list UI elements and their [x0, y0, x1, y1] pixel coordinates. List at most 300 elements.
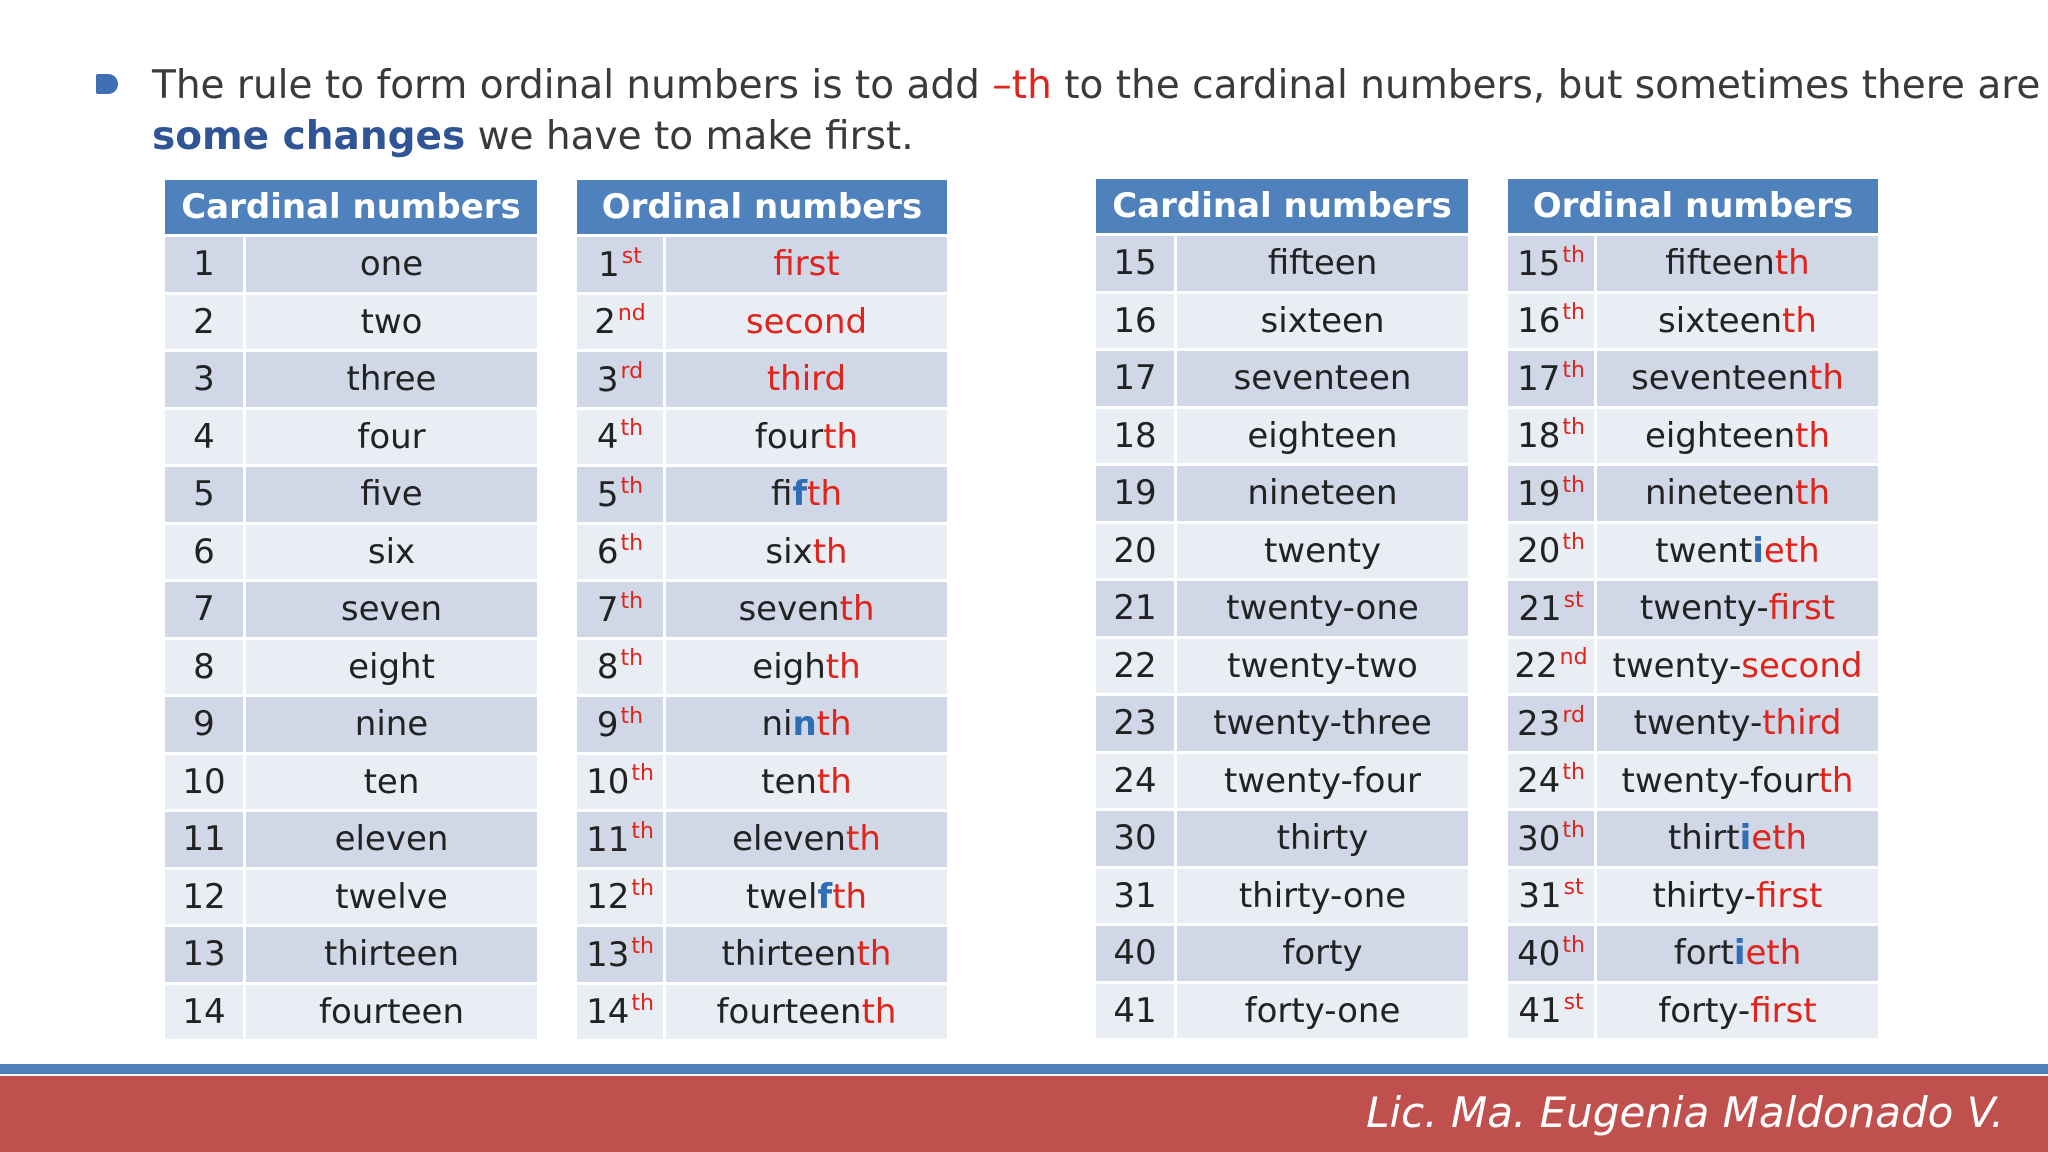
ordinal-number-cell — [1508, 811, 1597, 866]
word-part: first — [1768, 588, 1836, 629]
ordinal-word-cell — [1597, 984, 1878, 1039]
ordinal-word-cell — [666, 237, 947, 292]
number-cell: 20 — [1096, 524, 1177, 579]
word-cell: seven — [246, 582, 537, 637]
ordinal-word-cell — [666, 755, 947, 810]
table-row — [1508, 236, 1878, 291]
table-row — [1096, 466, 1468, 521]
table-row — [577, 525, 947, 580]
ordinal-suffix: st — [1563, 875, 1584, 901]
table-row — [1096, 984, 1468, 1039]
word-part: second — [745, 301, 868, 342]
ordinal-number-cell — [1508, 581, 1597, 636]
word-part: ni — [761, 704, 793, 745]
number-cell: 19 — [1096, 466, 1177, 521]
table-row — [1096, 294, 1468, 349]
table-row — [165, 985, 537, 1040]
word-cell: sixteen — [1177, 294, 1468, 349]
table-row — [1508, 351, 1878, 406]
word-cell: one — [246, 237, 537, 292]
ordinal-number-cell — [577, 870, 666, 925]
word-part: n — [792, 704, 817, 745]
table-row — [1096, 581, 1468, 636]
ordinal-number: 21 — [1518, 588, 1562, 629]
table-row — [165, 582, 537, 637]
word-part: thirty- — [1652, 875, 1756, 916]
table-row — [1508, 466, 1878, 521]
ordinal-word-cell — [666, 812, 947, 867]
table-header: Cardinal numbers — [165, 180, 537, 234]
ordinal-word-cell — [1597, 926, 1878, 981]
ordinal-word-cell — [666, 582, 947, 637]
word-part: th — [839, 589, 875, 630]
ordinal-suffix: th — [1562, 242, 1585, 268]
word-cell: twenty-four — [1177, 754, 1468, 809]
ordinal-suffix: st — [1563, 990, 1584, 1016]
ordinal-number: 40 — [1517, 933, 1561, 974]
word-part: eighteen — [1644, 415, 1796, 456]
word-cell: nine — [246, 697, 537, 752]
word-part: twenty- — [1612, 645, 1742, 686]
ordinal-number-cell — [577, 927, 666, 982]
ordinal-number-cell — [577, 352, 666, 407]
ordinal-number: 4 — [596, 417, 619, 458]
ordinal-suffix: nd — [1559, 645, 1588, 671]
word-part: seven — [738, 589, 840, 630]
number-cell: 9 — [165, 697, 246, 752]
ordinal-number: 3 — [596, 359, 619, 400]
word-cell: thirteen — [246, 927, 537, 982]
word-part: second — [1741, 645, 1863, 686]
number-cell: 15 — [1096, 236, 1177, 291]
word-part: six — [765, 531, 813, 572]
table-row — [577, 295, 947, 350]
ordinal-suffix: th — [1562, 817, 1585, 843]
ordinal-number: 30 — [1517, 818, 1561, 859]
cardinal-table-left — [165, 177, 537, 1042]
ordinal-suffix: th — [1562, 932, 1585, 958]
word-part: thirteen — [721, 934, 857, 975]
word-part: th — [1782, 300, 1817, 341]
ordinal-suffix: th — [620, 416, 644, 442]
word-part: fi — [770, 474, 793, 515]
word-part: first — [773, 244, 840, 285]
word-cell: eighteen — [1177, 409, 1468, 464]
footer-bar — [0, 1076, 2048, 1152]
word-part: first — [1755, 875, 1823, 916]
table-row — [1508, 639, 1878, 694]
word-part: twenty-four — [1621, 760, 1819, 801]
ordinal-word-cell — [666, 927, 947, 982]
table-row — [1508, 581, 1878, 636]
table-row — [1508, 409, 1878, 464]
ordinal-number-cell — [577, 812, 666, 867]
ordinal-suffix: th — [631, 876, 654, 902]
ordinal-suffix: st — [621, 243, 642, 269]
table-header: Ordinal numbers — [577, 180, 947, 234]
table-row — [1096, 811, 1468, 866]
ordinal-number-cell — [577, 295, 666, 350]
table-row — [165, 870, 537, 925]
table-row — [1096, 351, 1468, 406]
word-part: th — [816, 704, 852, 745]
ordinal-number-cell — [1508, 294, 1597, 349]
word-cell: twenty — [1177, 524, 1468, 579]
number-cell: 6 — [165, 525, 246, 580]
arrow-bullet-icon — [96, 74, 118, 94]
ordinal-suffix: th — [620, 646, 644, 672]
ordinal-number: 2 — [594, 302, 616, 343]
word-cell: fourteen — [246, 985, 537, 1040]
table-row — [577, 352, 947, 407]
ordinal-number: 10 — [586, 762, 630, 803]
table-row — [165, 410, 537, 465]
ordinal-word-cell — [1597, 581, 1878, 636]
intro-text-c: to the cardinal numbers, but sometimes there are — [1051, 63, 2041, 108]
ordinal-suffix: rd — [620, 358, 644, 384]
ordinal-word-cell — [1597, 351, 1878, 406]
ordinal-number: 9 — [596, 704, 619, 745]
table-row — [577, 410, 947, 465]
intro-text-a: The rule to form ordinal numbers is to add — [152, 63, 993, 108]
ordinal-number-cell — [1508, 926, 1597, 981]
ordinal-word-cell — [1597, 236, 1878, 291]
word-cell: seventeen — [1177, 351, 1468, 406]
word-part: th — [861, 991, 897, 1032]
word-part: twent — [1655, 530, 1753, 571]
ordinal-number: 15 — [1517, 243, 1561, 284]
table-row — [1508, 984, 1878, 1039]
ordinal-number-cell — [1508, 409, 1597, 464]
table-row — [1508, 754, 1878, 809]
number-cell: 18 — [1096, 409, 1177, 464]
table-row — [165, 640, 537, 695]
ordinal-suffix: th — [620, 703, 644, 729]
ordinal-word-cell — [1597, 696, 1878, 751]
word-cell: thirty-one — [1177, 869, 1468, 924]
word-part: th — [825, 646, 861, 687]
word-cell: ten — [246, 755, 537, 810]
word-cell: forty-one — [1177, 984, 1468, 1039]
word-part: twenty- — [1639, 588, 1769, 629]
table-row — [577, 237, 947, 292]
ordinal-number: 14 — [586, 992, 630, 1033]
table-row — [1096, 926, 1468, 981]
number-cell: 23 — [1096, 696, 1177, 751]
ordinal-word-cell — [666, 295, 947, 350]
ordinal-number-cell — [577, 237, 666, 292]
word-part: th — [1795, 473, 1831, 514]
number-cell: 7 — [165, 582, 246, 637]
ordinal-number: 1 — [598, 244, 620, 285]
number-cell: 5 — [165, 467, 246, 522]
word-part: th — [856, 934, 892, 975]
number-cell: 41 — [1096, 984, 1177, 1039]
word-cell: nineteen — [1177, 466, 1468, 521]
ordinal-suffix: th — [631, 761, 654, 787]
ordinal-number-cell — [577, 985, 666, 1040]
word-cell: forty — [1177, 926, 1468, 981]
table-row — [1096, 869, 1468, 924]
ordinal-word-cell — [666, 525, 947, 580]
ordinal-suffix: th — [1562, 357, 1585, 383]
word-cell: six — [246, 525, 537, 580]
ordinal-number-cell — [1508, 696, 1597, 751]
ordinal-number-cell — [1508, 466, 1597, 521]
ordinal-word-cell — [666, 410, 947, 465]
word-cell: thirty — [1177, 811, 1468, 866]
word-part: third — [766, 359, 847, 400]
word-part: seventeen — [1631, 358, 1810, 399]
table-row — [165, 352, 537, 407]
ordinal-suffix: th — [620, 473, 644, 499]
ordinal-number: 24 — [1517, 761, 1561, 802]
word-part: th — [1795, 415, 1831, 456]
number-cell: 1 — [165, 237, 246, 292]
ordinal-suffix: rd — [1562, 702, 1585, 728]
word-part: sixteen — [1658, 300, 1783, 341]
word-part: four — [754, 416, 824, 457]
ordinal-table-left — [577, 177, 947, 1042]
table-row — [1508, 926, 1878, 981]
ordinal-suffix: st — [1563, 587, 1584, 613]
word-cell: twenty-three — [1177, 696, 1468, 751]
number-cell: 17 — [1096, 351, 1177, 406]
intro-line-1 — [152, 60, 2040, 112]
table-row — [1096, 754, 1468, 809]
ordinal-word-cell — [1597, 524, 1878, 579]
word-part: nineteen — [1644, 473, 1796, 514]
table-row — [577, 870, 947, 925]
ordinal-number-cell — [1508, 639, 1597, 694]
ordinal-word-cell — [666, 697, 947, 752]
word-part: thirt — [1667, 818, 1740, 859]
cardinal-table-right — [1096, 176, 1468, 1041]
number-cell: 8 — [165, 640, 246, 695]
ordinal-number-cell — [577, 582, 666, 637]
word-part: th — [1809, 358, 1844, 399]
ordinal-word-cell — [1597, 811, 1878, 866]
word-part: th — [845, 819, 881, 860]
number-cell: 10 — [165, 755, 246, 810]
ordinal-number: 5 — [596, 474, 619, 515]
word-cell: five — [246, 467, 537, 522]
word-part: fort — [1673, 933, 1734, 974]
ordinal-number: 17 — [1517, 358, 1561, 399]
table-row — [577, 697, 947, 752]
table-row — [577, 755, 947, 810]
word-part: fifteen — [1665, 243, 1775, 284]
intro-th-highlight: –th — [992, 63, 1052, 108]
ordinal-word-cell — [1597, 869, 1878, 924]
ordinal-number-cell — [1508, 869, 1597, 924]
number-cell: 12 — [165, 870, 246, 925]
number-cell: 16 — [1096, 294, 1177, 349]
ordinal-number: 20 — [1517, 531, 1561, 572]
table-row — [1508, 811, 1878, 866]
word-part: eth — [1751, 818, 1808, 859]
table-row — [1096, 696, 1468, 751]
word-part: third — [1762, 703, 1842, 744]
ordinal-word-cell — [666, 352, 947, 407]
intro-some-changes-highlight: some changes — [152, 114, 466, 159]
word-part: f — [817, 876, 833, 917]
word-part: twenty- — [1633, 703, 1763, 744]
table-row — [165, 237, 537, 292]
table-row — [1096, 409, 1468, 464]
intro-text-d: we have to make first. — [465, 114, 914, 159]
footer-divider — [0, 1064, 2048, 1074]
ordinal-number-cell — [1508, 754, 1597, 809]
table-row — [1508, 696, 1878, 751]
word-part: th — [832, 876, 868, 917]
author-name: Lic. Ma. Eugenia Maldonado V. — [1366, 1088, 2004, 1137]
table-row — [577, 985, 947, 1040]
ordinal-suffix: th — [1562, 530, 1585, 556]
ordinal-word-cell — [666, 870, 947, 925]
ordinal-number: 41 — [1518, 991, 1562, 1032]
table-row — [165, 295, 537, 350]
ordinal-word-cell — [666, 467, 947, 522]
number-cell: 21 — [1096, 581, 1177, 636]
number-cell: 14 — [165, 985, 246, 1040]
table-row — [577, 467, 947, 522]
table-row — [1508, 524, 1878, 579]
table-row — [165, 697, 537, 752]
word-cell: four — [246, 410, 537, 465]
table-row — [577, 582, 947, 637]
ordinal-suffix: th — [620, 531, 644, 557]
ordinal-word-cell — [1597, 639, 1878, 694]
word-part: eigh — [752, 646, 826, 687]
word-cell: eleven — [246, 812, 537, 867]
ordinal-number-cell — [577, 410, 666, 465]
ordinal-number: 22 — [1514, 646, 1558, 687]
ordinal-number: 7 — [596, 589, 619, 630]
ordinal-suffix: th — [631, 991, 654, 1017]
number-cell: 13 — [165, 927, 246, 982]
word-cell: twenty-two — [1177, 639, 1468, 694]
word-part: th — [823, 416, 859, 457]
table-row — [165, 812, 537, 867]
table-row — [577, 812, 947, 867]
word-part: eth — [1745, 933, 1802, 974]
word-part: forty- — [1658, 990, 1751, 1031]
ordinal-word-cell — [1597, 754, 1878, 809]
ordinal-suffix: nd — [617, 301, 646, 327]
number-cell: 22 — [1096, 639, 1177, 694]
word-part: th — [812, 531, 848, 572]
number-cell: 40 — [1096, 926, 1177, 981]
ordinal-number: 31 — [1518, 876, 1562, 917]
word-part: th — [807, 474, 843, 515]
ordinal-number-cell — [577, 467, 666, 522]
ordinal-number: 16 — [1517, 301, 1561, 342]
ordinal-number-cell — [577, 755, 666, 810]
ordinal-number-cell — [577, 640, 666, 695]
ordinal-suffix: th — [1562, 415, 1585, 441]
word-part: i — [1752, 530, 1764, 571]
word-cell: eight — [246, 640, 537, 695]
table-row — [1508, 869, 1878, 924]
word-cell: twelve — [246, 870, 537, 925]
word-cell: two — [246, 295, 537, 350]
table-row — [1096, 236, 1468, 291]
number-cell: 31 — [1096, 869, 1177, 924]
ordinal-word-cell — [1597, 466, 1878, 521]
ordinal-suffix: th — [1562, 472, 1585, 498]
ordinal-number: 18 — [1517, 416, 1561, 457]
ordinal-number: 19 — [1517, 473, 1561, 514]
number-cell: 3 — [165, 352, 246, 407]
number-cell: 30 — [1096, 811, 1177, 866]
ordinal-number-cell — [1508, 984, 1597, 1039]
word-part: fourteen — [716, 991, 862, 1032]
ordinal-suffix: th — [1562, 300, 1585, 326]
table-row — [1096, 639, 1468, 694]
word-part: eleven — [732, 819, 846, 860]
ordinal-table-right — [1508, 176, 1878, 1041]
table-row — [165, 927, 537, 982]
ordinal-number: 23 — [1517, 703, 1561, 744]
number-cell: 2 — [165, 295, 246, 350]
ordinal-number-cell — [577, 525, 666, 580]
ordinal-number: 13 — [586, 934, 630, 975]
word-part: i — [1733, 933, 1746, 974]
number-cell: 11 — [165, 812, 246, 867]
ordinal-suffix: th — [631, 818, 654, 844]
intro-line-2 — [152, 111, 914, 163]
ordinal-word-cell — [666, 640, 947, 695]
table-row — [165, 467, 537, 522]
word-part: th — [816, 761, 852, 802]
table-row — [1508, 294, 1878, 349]
table-row — [165, 755, 537, 810]
ordinal-word-cell — [666, 985, 947, 1040]
ordinal-number: 6 — [596, 532, 619, 573]
word-part: twel — [745, 876, 818, 917]
word-part: th — [1774, 243, 1810, 284]
ordinal-number-cell — [1508, 236, 1597, 291]
ordinal-number-cell — [1508, 351, 1597, 406]
ordinal-word-cell — [1597, 409, 1878, 464]
ordinal-number: 11 — [586, 819, 630, 860]
table-row — [577, 640, 947, 695]
number-cell: 24 — [1096, 754, 1177, 809]
word-part: th — [1818, 760, 1854, 801]
word-part: i — [1739, 818, 1752, 859]
ordinal-number-cell — [1508, 524, 1597, 579]
word-cell: three — [246, 352, 537, 407]
table-header: Cardinal numbers — [1096, 179, 1468, 233]
word-cell: twenty-one — [1177, 581, 1468, 636]
ordinal-word-cell — [1597, 294, 1878, 349]
number-cell: 4 — [165, 410, 246, 465]
word-part: f — [792, 474, 808, 515]
word-cell: fifteen — [1177, 236, 1468, 291]
ordinal-suffix: th — [1562, 760, 1585, 786]
ordinal-number-cell — [577, 697, 666, 752]
word-part: ten — [761, 761, 817, 802]
ordinal-number: 12 — [586, 877, 630, 918]
ordinal-number: 8 — [596, 647, 619, 688]
table-row — [577, 927, 947, 982]
ordinal-suffix: th — [620, 588, 644, 614]
table-row — [165, 525, 537, 580]
word-part: first — [1750, 990, 1817, 1031]
ordinal-suffix: th — [631, 933, 654, 959]
table-row — [1096, 524, 1468, 579]
